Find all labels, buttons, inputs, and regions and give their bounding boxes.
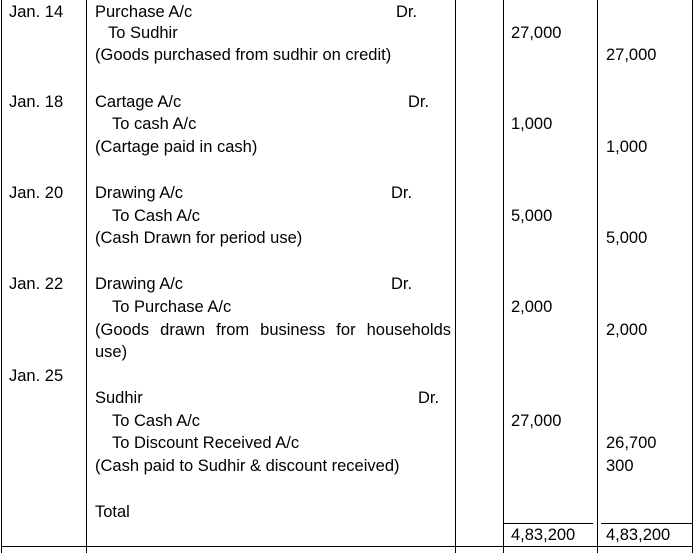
narration: (Goods purchased from sudhir on credit) [95, 46, 392, 64]
dr-marker: Dr. [391, 184, 413, 202]
credit-amount: 1,000 [606, 138, 648, 156]
debit-account: Cartage A/c [95, 93, 182, 111]
entry-date: Jan. 25 [9, 367, 64, 385]
narration: (Goods drawn from business for households [95, 321, 451, 339]
credit-account: To Sudhir [108, 24, 178, 42]
debit-amount: 27,000 [511, 24, 562, 42]
debit-amount: 27,000 [511, 412, 562, 430]
credit-amount: 2,000 [606, 321, 648, 339]
total-label: Total [95, 503, 130, 521]
total-debit-rule [503, 523, 593, 524]
debit-amount: 5,000 [511, 207, 553, 225]
debit-account: Sudhir [95, 389, 143, 407]
dr-marker: Dr. [408, 93, 430, 111]
total-credit: 4,83,200 [606, 526, 671, 544]
credit-account: To Discount Received A/c [112, 434, 300, 452]
column-rule-left [1, 0, 2, 553]
credit-account: To Cash A/c [112, 412, 201, 430]
debit-amount: 2,000 [511, 298, 553, 316]
narration: (Cash Drawn for period use) [95, 229, 303, 247]
credit-account: To Cash A/c [112, 207, 201, 225]
dr-marker: Dr. [391, 275, 413, 293]
bottom-rule [1, 546, 693, 547]
debit-amount: 1,000 [511, 115, 553, 133]
entry-date: Jan. 18 [9, 93, 64, 111]
column-rule-date [86, 0, 87, 553]
dr-marker: Dr. [396, 3, 418, 21]
debit-account: Drawing A/c [95, 275, 184, 293]
debit-account: Purchase A/c [95, 3, 193, 21]
entry-date: Jan. 20 [9, 184, 64, 202]
credit-amount: 26,700 [606, 434, 657, 452]
debit-account: Drawing A/c [95, 184, 184, 202]
narration-continued: use) [95, 343, 128, 361]
credit-amount: 5,000 [606, 229, 648, 247]
column-rule-particulars [455, 0, 456, 553]
credit-account: To cash A/c [112, 115, 197, 133]
entry-date: Jan. 14 [9, 3, 64, 21]
dr-marker: Dr. [418, 389, 440, 407]
column-rule-debit [597, 0, 598, 553]
column-rule-right [692, 0, 693, 553]
credit-amount: 300 [606, 457, 634, 475]
narration: (Cartage paid in cash) [95, 138, 258, 156]
total-debit: 4,83,200 [511, 526, 576, 544]
credit-amount: 27,000 [606, 46, 657, 64]
total-credit-rule [601, 523, 692, 524]
entry-date: Jan. 22 [9, 275, 64, 293]
narration: (Cash paid to Sudhir & discount received) [95, 457, 400, 475]
credit-account: To Purchase A/c [112, 298, 232, 316]
column-rule-lf [503, 0, 504, 553]
